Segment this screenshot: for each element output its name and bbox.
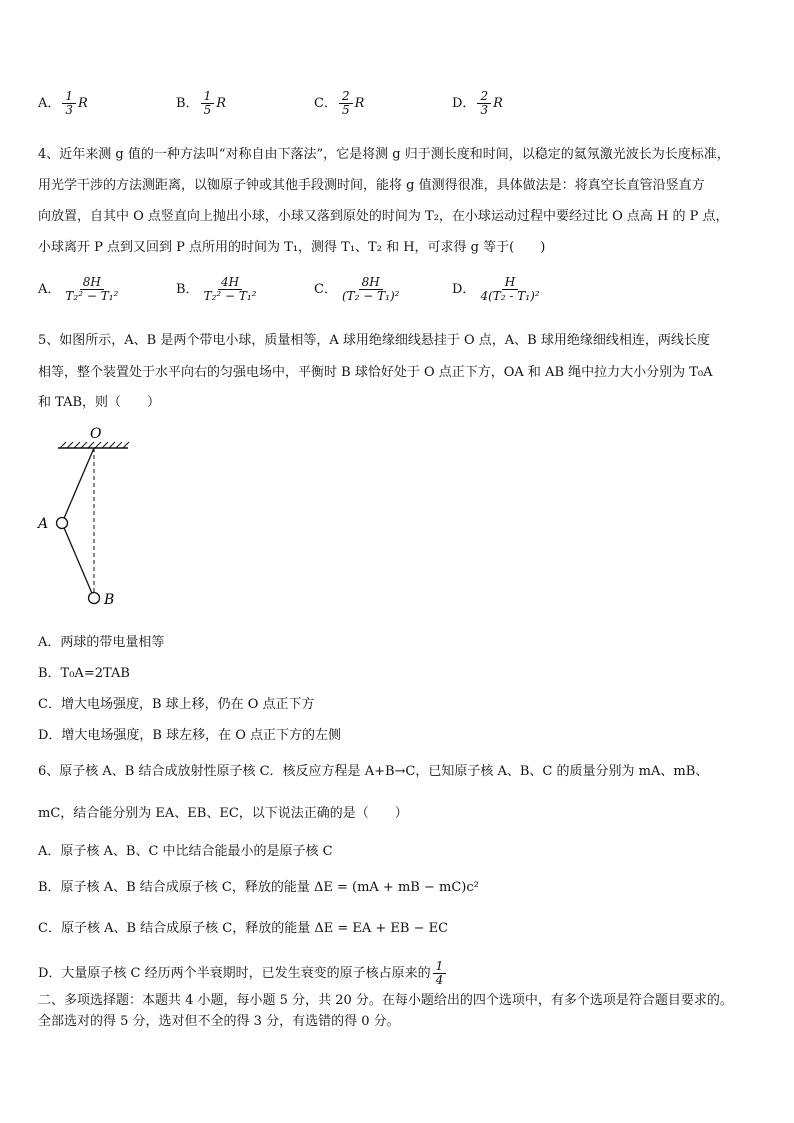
- fraction: $\frac{1}{3}$: [62, 90, 76, 117]
- q4-line-3: 向放置，自其中 O 点竖直向上抛出小球，小球又落到原处的时间为 T₂，在小球运动过程中要经过比 O 点高 H 的 P 点，: [38, 209, 729, 224]
- q5-option-c: C．增大电场强度，B 球上移，仍在 O 点正下方: [38, 697, 315, 712]
- fraction: $\frac{2}{5}$: [339, 90, 353, 117]
- q4-option-a: A． $\frac{8H}{\text{T₂² − T₁²}}$: [38, 275, 119, 303]
- q5-option-a: A．两球的带电量相等: [38, 635, 165, 650]
- q6-line-2: mC，结合能分别为 EA、EB、EC，以下说法正确的是（ ）: [38, 806, 408, 821]
- q3-option-b: B． $\frac{1}{5}$ R: [176, 89, 226, 117]
- pendulum-figure: [30, 420, 140, 615]
- label-o: O: [90, 426, 102, 442]
- ball-b: [89, 593, 100, 604]
- q5-line-3: 和 TAB，则（ ）: [38, 395, 161, 410]
- q3-option-c: C． $\frac{2}{5}$ R: [314, 89, 365, 117]
- fraction: $\frac{1}{5}$: [201, 90, 215, 117]
- q6-option-b: B．原子核 A、B 结合成原子核 C，释放的能量 ΔE = (mA + mB − mC)c²: [38, 880, 479, 895]
- q5-option-b: B．T₀A=2TAB: [38, 666, 130, 681]
- q3-option-a: A． $\frac{1}{3}$ R: [38, 89, 88, 117]
- q6-option-c: C．原子核 A、B 结合成原子核 C，释放的能量 ΔE = EA + EB − EC: [38, 921, 449, 936]
- section-2-line-2: 全部选对的得 5 分，选对但不全的得 3 分，有选错的得 0 分。: [38, 1014, 400, 1029]
- q4-line-1: 4、近年来测 g 值的一种方法叫“对称自由下落法”，它是将测 g 归于测长度和时间，以稳定的氦氖激光波长为长度标准，: [38, 147, 730, 162]
- label-b: B: [104, 592, 115, 608]
- q5-option-d: D．增大电场强度，B 球左移，在 O 点正下方的左侧: [38, 728, 342, 743]
- q3-option-d: D． $\frac{2}{3}$ R: [452, 89, 503, 117]
- q4-option-d: D． $\frac{H}{\text{4(T₂ - T₁)²}}$: [452, 275, 540, 303]
- q5-line-2: 相等，整个装置处于水平向右的匀强电场中，平衡时 B 球恰好处于 O 点正下方，OA 和 AB 绳中拉力大小分别为 T₀A: [38, 365, 713, 380]
- fraction: $\frac{1}{4}$: [433, 960, 447, 987]
- q4-option-b: B． $\frac{4H}{\text{T₂² − T₁²}}$: [176, 275, 257, 303]
- section-2-line-1: 二、多项选择题：本题共 4 小题，每小题 5 分，共 20 分。在每小题给出的四个选项中，有多个选项是符合题目要求的。: [38, 993, 733, 1008]
- fraction: $\frac{2}{3}$: [477, 90, 491, 117]
- q6-option-a: A．原子核 A、B、C 中比结合能最小的是原子核 C: [38, 844, 333, 859]
- q5-line-1: 5、如图所示，A、B 是两个带电小球，质量相等，A 球用绝缘细线悬挂于 O 点，A、B 球用绝缘细线相连，两线长度: [38, 333, 710, 348]
- q4-line-4: 小球离开 P 点到又回到 P 点所用的时间为 T₁，测得 T₁、T₂ 和 H，可求得 g 等于( ): [38, 240, 546, 255]
- ball-a: [57, 518, 68, 529]
- label-a: A: [38, 516, 49, 532]
- q6-option-d: D．大量原子核 C 经历两个半衰期时，已发生衰变的原子核占原来的 $\frac{1}{4}$: [38, 960, 448, 987]
- q4-line-2: 用光学干涉的方法测距离，以铷原子钟或其他手段测时间，能将 g 值测得很准，具体做法是：将真空长直管沿竖直方: [38, 178, 705, 193]
- q6-line-1: 6、原子核 A、B 结合成放射性原子核 C．核反应方程是 A+B→C，已知原子核 A、B、C 的质量分别为 mA、mB、: [38, 764, 709, 779]
- q4-option-c: C． $\frac{8H}{\text{(T₂ − T₁)²}}$: [314, 275, 400, 303]
